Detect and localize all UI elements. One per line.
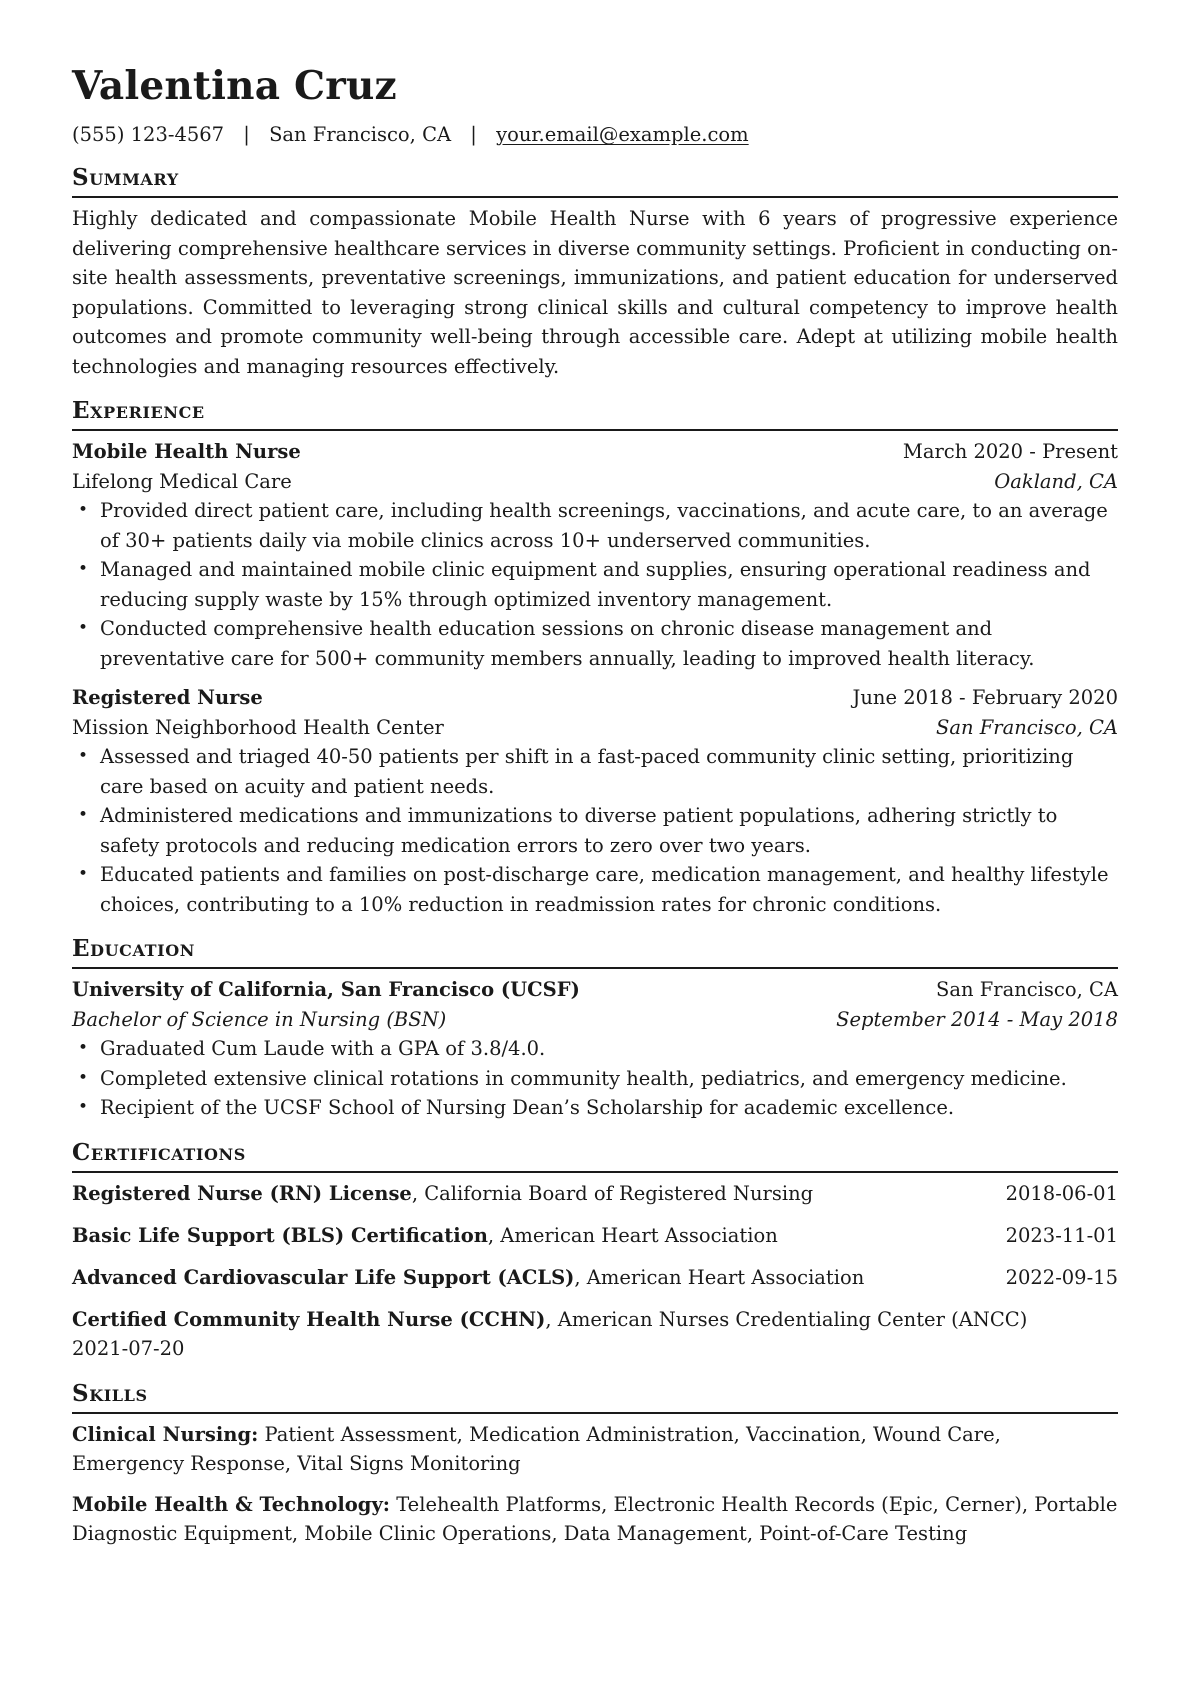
education-dates: September 2014 - May 2018 (836, 1007, 1118, 1031)
bullet-item: • Educated patients and families on post-discharge care, medication management, and healthy lifestyle choices, contributing to a 10% reduction in readmission rates for chronic conditions. (100, 860, 1118, 919)
cert-name: Certified Community Health Nurse (CCHN) (72, 1307, 546, 1331)
location: San Francisco, CA (269, 123, 452, 146)
cert-issuer: , American Heart Association (487, 1223, 778, 1247)
job-role: Registered Nurse (72, 686, 263, 709)
job-entry (72, 437, 1118, 673)
bullet-item: • Assessed and triaged 40-50 patients per shift in a fast-paced community clinic setting, prioritizing care based on acuity and patient needs. (100, 742, 1118, 801)
skill-group-label: Clinical Nursing: (72, 1422, 259, 1446)
email-link[interactable]: your.email@example.com (496, 123, 749, 146)
job-entry (72, 683, 1118, 919)
education-bullets (72, 1034, 1118, 1123)
certifications-section (72, 1139, 1118, 1364)
bullet-item: • Completed extensive clinical rotations in community health, pediatrics, and emergency medicine. (100, 1064, 1118, 1094)
cert-name: Registered Nurse (RN) License (72, 1181, 412, 1205)
section-divider (72, 1171, 1118, 1173)
section-title-experience: Experience (72, 397, 205, 424)
job-employer: Lifelong Medical Care (72, 469, 292, 493)
section-divider (72, 196, 1118, 198)
certification-item (72, 1305, 1118, 1364)
certification-item (72, 1263, 1118, 1293)
job-location: San Francisco, CA (935, 715, 1118, 739)
cert-date: 2022-09-15 (1005, 1265, 1118, 1289)
separator: | (243, 123, 250, 146)
section-title-summary: Summary (72, 164, 179, 191)
section-title-skills: Skills (72, 1379, 148, 1407)
cert-issuer: , California Board of Registered Nursing (411, 1181, 814, 1205)
bullet-item: • Provided direct patient care, including health screenings, vaccinations, and acute care, to an average of 30+ patients daily via mobile clinics across 10+ underserved communities. (100, 496, 1118, 555)
skill-group (72, 1490, 1118, 1549)
section-title-certifications: Certifications (72, 1138, 246, 1166)
cert-date: 2018-06-01 (1005, 1181, 1118, 1205)
education-section (72, 935, 1118, 1123)
job-dates: March 2020 - Present (902, 440, 1118, 463)
section-title-education: Education (72, 935, 195, 962)
job-bullets (72, 742, 1118, 919)
job-location: Oakland, CA (994, 469, 1118, 493)
cert-date: 2023-11-01 (1005, 1223, 1118, 1247)
school-name: University of California, San Francisco (UCSF) (72, 978, 580, 1001)
cert-name: Basic Life Support (BLS) Certification (72, 1223, 488, 1247)
certification-item (72, 1179, 1118, 1209)
cert-date: 2021-07-20 (72, 1337, 185, 1360)
section-divider (72, 1412, 1118, 1414)
separator: | (470, 123, 477, 146)
bullet-item: • Managed and maintained mobile clinic equipment and supplies, ensuring operational readiness and reducing supply waste by 15% through optimized inventory management. (100, 555, 1118, 614)
job-role: Mobile Health Nurse (72, 440, 301, 463)
summary-text: Highly dedicated and compassionate Mobile Health Nurse with 6 years of progressive experience delivering comprehensive healthcare services in diverse community settings. Proficient in conducting on-site health assessments, preventative screenings, immunizations, and patient education for underserved populations. Committed to leveraging strong clinical skills and cultural competency to improve health outcomes and promote community well-being through accessible care. Adept at utilizing mobile health technologies and managing resources effectively. (72, 207, 1118, 378)
summary-section (72, 164, 1118, 381)
skill-group-items: Telehealth Platforms, Electronic Health Records (Epic, Cerner), Portable Diagnostic Equipment, Mobile Clinic Operations, Data Management, Point-of-Care Testing (72, 1492, 1118, 1545)
cert-issuer: , American Nurses Credentialing Center (ANCC) (545, 1307, 1028, 1331)
skill-group-items: Patient Assessment, Medication Administration, Vaccination, Wound Care, Emergency Response, Vital Signs Monitoring (72, 1422, 1001, 1475)
certification-item (72, 1221, 1118, 1251)
bullet-item: • Administered medications and immunizations to diverse patient populations, adhering strictly to safety protocols and reducing medication errors to zero over two years. (100, 801, 1118, 860)
job-employer: Mission Neighborhood Health Center (72, 715, 444, 739)
degree: Bachelor of Science in Nursing (BSN) (72, 1007, 447, 1031)
section-divider (72, 967, 1118, 969)
bullet-item: • Recipient of the UCSF School of Nursing Dean’s Scholarship for academic excellence. (100, 1093, 1118, 1123)
phone: (555) 123-4567 (72, 123, 225, 146)
skill-group-label: Mobile Health & Technology: (72, 1492, 390, 1516)
cert-issuer: , American Heart Association (574, 1265, 865, 1289)
candidate-name: Valentina Cruz (72, 63, 397, 109)
job-bullets (72, 496, 1118, 673)
skill-group (72, 1420, 1118, 1479)
skills-section (72, 1380, 1118, 1549)
cert-name: Advanced Cardiovascular Life Support (ACLS) (72, 1265, 575, 1289)
job-dates: June 2018 - February 2020 (852, 686, 1118, 709)
section-divider (72, 429, 1118, 431)
contact-line (72, 122, 1118, 148)
school-location: San Francisco, CA (935, 978, 1118, 1001)
bullet-item: • Conducted comprehensive health education sessions on chronic disease management and preventative care for 500+ community members annually, leading to improved health literacy. (100, 614, 1118, 673)
experience-section (72, 397, 1118, 919)
bullet-item: • Graduated Cum Laude with a GPA of 3.8/4.0. (100, 1034, 1118, 1064)
